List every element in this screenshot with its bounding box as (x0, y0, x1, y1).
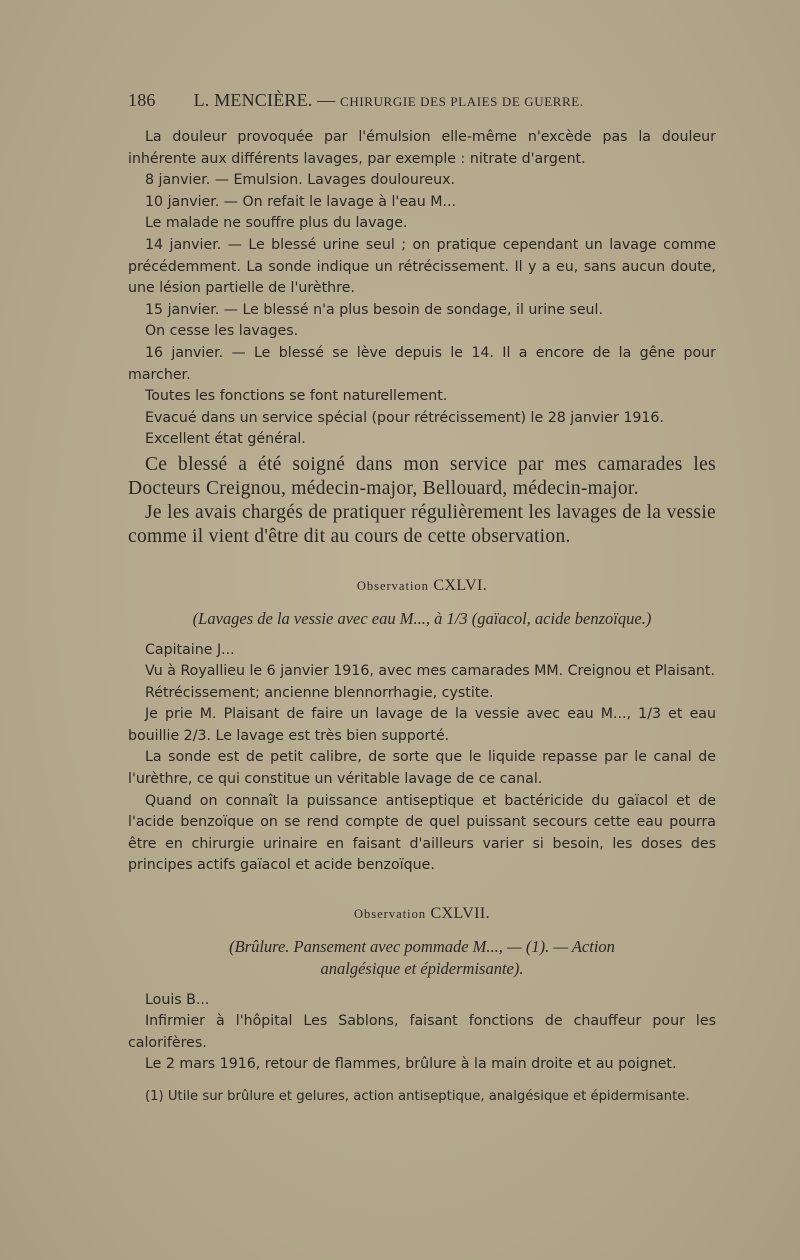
observation-number: CXLVII. (430, 905, 491, 923)
paragraph: Excellent état général. (145, 431, 306, 448)
paragraph: Louis B... (145, 991, 210, 1008)
paragraph: Le malade ne souffre plus du lavage. (145, 215, 408, 232)
observation-146-title (128, 575, 716, 598)
author-name: L. MENCIÈRE. (193, 90, 313, 110)
running-title: CHIRURGIE DES PLAIES DE GUERRE. (340, 94, 584, 109)
header-dash: — (312, 90, 341, 110)
paragraph: On cesse les lavages. (145, 323, 299, 340)
paragraph: Je prie M. Plaisant de faire un lavage de la vessie avec eau M..., 1/3 et eau bouillie 2/3. Le lavage est très bien supporté. (128, 706, 716, 744)
observation-label: Observation (353, 907, 427, 922)
running-header (128, 90, 718, 111)
paragraph: 10 janvier. — On refait le lavage à l'eau M... (145, 193, 457, 210)
paragraph: Rétrécissement; ancienne blennorrhagie, cystite. (145, 684, 494, 701)
paragraph: Capitaine J... (145, 641, 235, 658)
paragraph: Vu à Royallieu le 6 janvier 1916, avec mes camarades MM. Creignou et Plaisant. (145, 663, 715, 680)
paragraph: 16 janvier. — Le blessé se lève depuis le 14. Il a encore de la gêne pour marcher. (128, 344, 716, 383)
paragraph: La douleur provoquée par l'émulsion elle-même n'excède pas la douleur inhérente aux différents lavages, par exemple : nitrate d'argent. (128, 129, 716, 167)
large-paragraph: Ce blessé a été soigné dans mon service par mes camarades les Docteurs Creignou, médecin-major, Bellouard, médecin-major. (128, 453, 716, 499)
large-paragraph: Je les avais chargés de pratiquer régulièrement les lavages de la vessie comme il vient d'être dit au cours de cette observation. (128, 501, 716, 547)
paragraph: Infirmier à l'hôpital Les Sablons, faisant fonctions de chauffeur pour les calorifères. (128, 1013, 716, 1051)
paragraph: Evacué dans un service spécial (pour rétrécissement) le 28 janvier 1916. (145, 409, 664, 426)
paragraph: Toutes les fonctions se font naturellement. (145, 388, 448, 405)
paragraph: 14 janvier. — Le blessé urine seul ; on pratique cependant un lavage comme précédemment. La sonde indique un rétrécissement. Il y a eu, sans aucun doute, une lésion partielle de l'urèthre. (128, 236, 716, 297)
paragraph: 8 janvier. — Emulsion. Lavages douloureux. (145, 172, 455, 189)
paragraph: Quand on connaît la puissance antiseptique et bactéricide du gaïacol et de l'acide benzoïque on se rend compte de quel puissant secours cette eau pourra être en chirurgie urinaire en faisant d'ailleurs varier si besoin, les doses des principes actifs gaïacol et acide benzoïque. (128, 792, 716, 874)
footnote: (1) Utile sur brûlure et gelures, action antiseptique, analgésique et épidermisante. (145, 1089, 690, 1104)
page-body (128, 127, 716, 1118)
page-number: 186 (128, 90, 156, 110)
observation-147-subtitle-line2: analgésique et épidermisante). (320, 958, 524, 978)
paragraph: La sonde est de petit calibre, de sorte que le liquide repasse par le canal de l'urèthre, ce qui constitue un véritable lavage de ce canal. (128, 749, 716, 788)
observation-146-subtitle: (Lavages de la vessie avec eau M..., à 1/3 (gaïacol, acide benzoïque.) (192, 608, 652, 628)
observation-147-title (128, 903, 716, 926)
observation-147-subtitle-line1: (Brûlure. Pansement avec pommade M..., — (1). — Action (229, 936, 615, 956)
observation-number: CXLVI. (433, 576, 488, 594)
observation-label: Observation (356, 578, 429, 593)
paragraph: 15 janvier. — Le blessé n'a plus besoin de sondage, il urine seul. (145, 301, 603, 318)
paragraph: Le 2 mars 1916, retour de flammes, brûlure à la main droite et au poignet. (145, 1056, 677, 1073)
